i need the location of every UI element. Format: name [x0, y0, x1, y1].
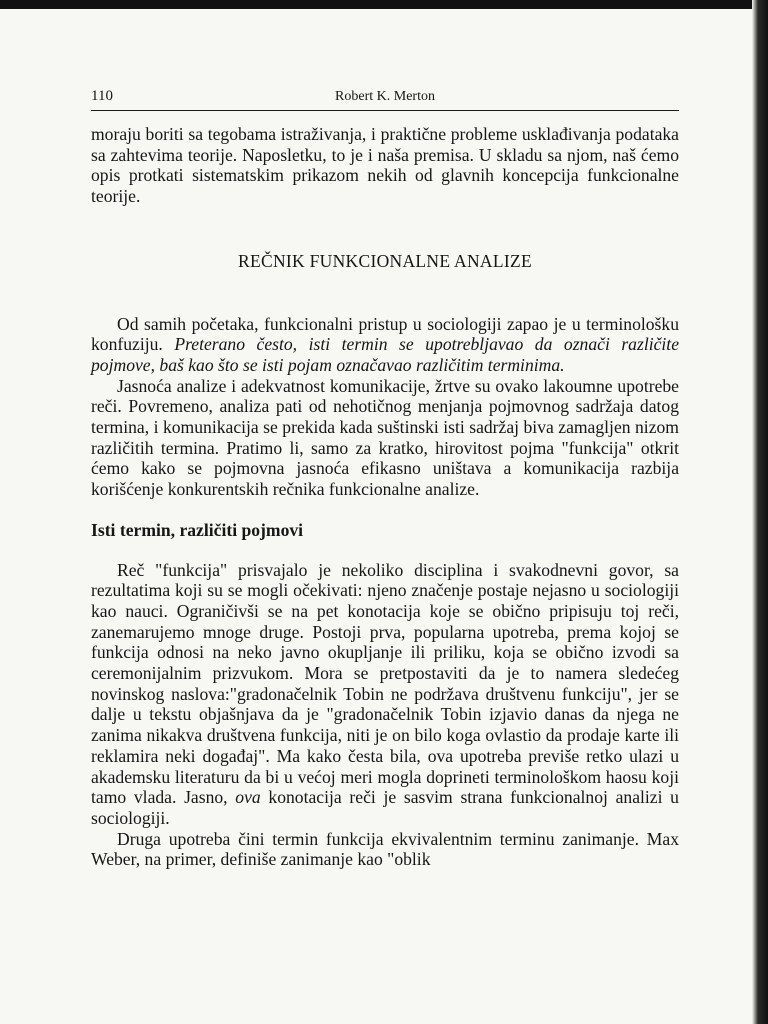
- paragraph-1: [91, 314, 679, 376]
- paragraph-3-text-end: konotacija reči je sasvim strana funkcionalnoj analizi u sociologiji.: [91, 787, 679, 828]
- paragraph-4: Druga upotreba čini termin funkcija ekvivalentnim terminu zanimanje. Max Weber, na primer, definiše zanimanje kao "oblik: [91, 828, 679, 870]
- subsection-title: Isti termin, različiti pojmovi: [91, 519, 304, 540]
- page-number: 110: [91, 88, 113, 104]
- paragraph-1-text: Od samih početaka, funkcionalni pristup u sociologiji zapao je u terminološku konfuziju.: [91, 313, 679, 355]
- section-title: REČNIK FUNKCIONALNE ANALIZE: [238, 250, 532, 271]
- running-head: Robert K. Merton: [335, 89, 435, 104]
- paragraph-3-emphasis: ova: [235, 787, 261, 808]
- scan-edge-top: [0, 0, 768, 9]
- page-header: [91, 88, 679, 111]
- paragraph-2: Jasnoća analize i adekvatnost komunikacije, žrtve su ovako lakoumne upotrebe reči. Povremeno, analiza pati od nehotičnog menjanja pojmovnog sadržaja datog termina, i komunikacija se prekida kada suštinski isti sadržaj biva zamagljen nizom različitih termina. Pratimo li, samo za kratko, hirovitost pojma "funkcija" otkrit ćemo kako se pojmovna jasnoća efikasno uništava a komunikacija razbija korišćenje konkurentskih rečnika funkcionalne analize.: [91, 375, 679, 500]
- paragraph-1-emphasis: Preterano često, isti termin se upotrebljavao da označi različite pojmove, baš kao što se isti pojam označavao različitim terminima.: [91, 334, 679, 375]
- paragraph-intro: moraju boriti sa tegobama istraživanja, i praktične probleme usklađivanja podataka sa zahtevima teorije. Naposletku, to je i naša premisa. U skladu sa njom, naš ćemo opis protkati sistematskim prikazom nekih od glavnih koncepcija funkcionalne teorije.: [91, 124, 679, 207]
- page-content: [91, 124, 679, 870]
- paragraph-3: [91, 560, 679, 829]
- paragraph-3-text: Reč "funkcija" prisvajalo je nekoliko disciplina i svakodnevni govor, sa rezultatima koji su se mogli očekivati: njeno značenje postaje nejasno u sociologiji kao nauci. Ograničivši se na pet konotacija koje se obično pripisuju toj reči, zanemarujemo mnoge druge. Postoji prva, popularna upotreba, prema kojoj se funkcija odnosi na neko javno okupljanje ili priliku, koja se obično izvodi sa ceremonijalnim prizvukom. Mora se pretpostaviti da je to namera sledećeg novinskog naslova:"gradonačelnik Tobin ne podržava društvenu funkciju", jer se dalje u tekstu objašnjava da je "gradonačelnik Tobin izjavio danas da njega ne zanima nikakva društvena funkcija, niti je on bilo koga ovlastio da prodaje karte ili reklamira neki događaj". Ma kako česta bila, ova upotreba previše retko ulazi u akademsku literaturu da bi u većoj meri mogla doprineti terminološkom haosu koji tamo vlada. Jasno,: [91, 559, 679, 808]
- scan-edge-right: [752, 0, 768, 1024]
